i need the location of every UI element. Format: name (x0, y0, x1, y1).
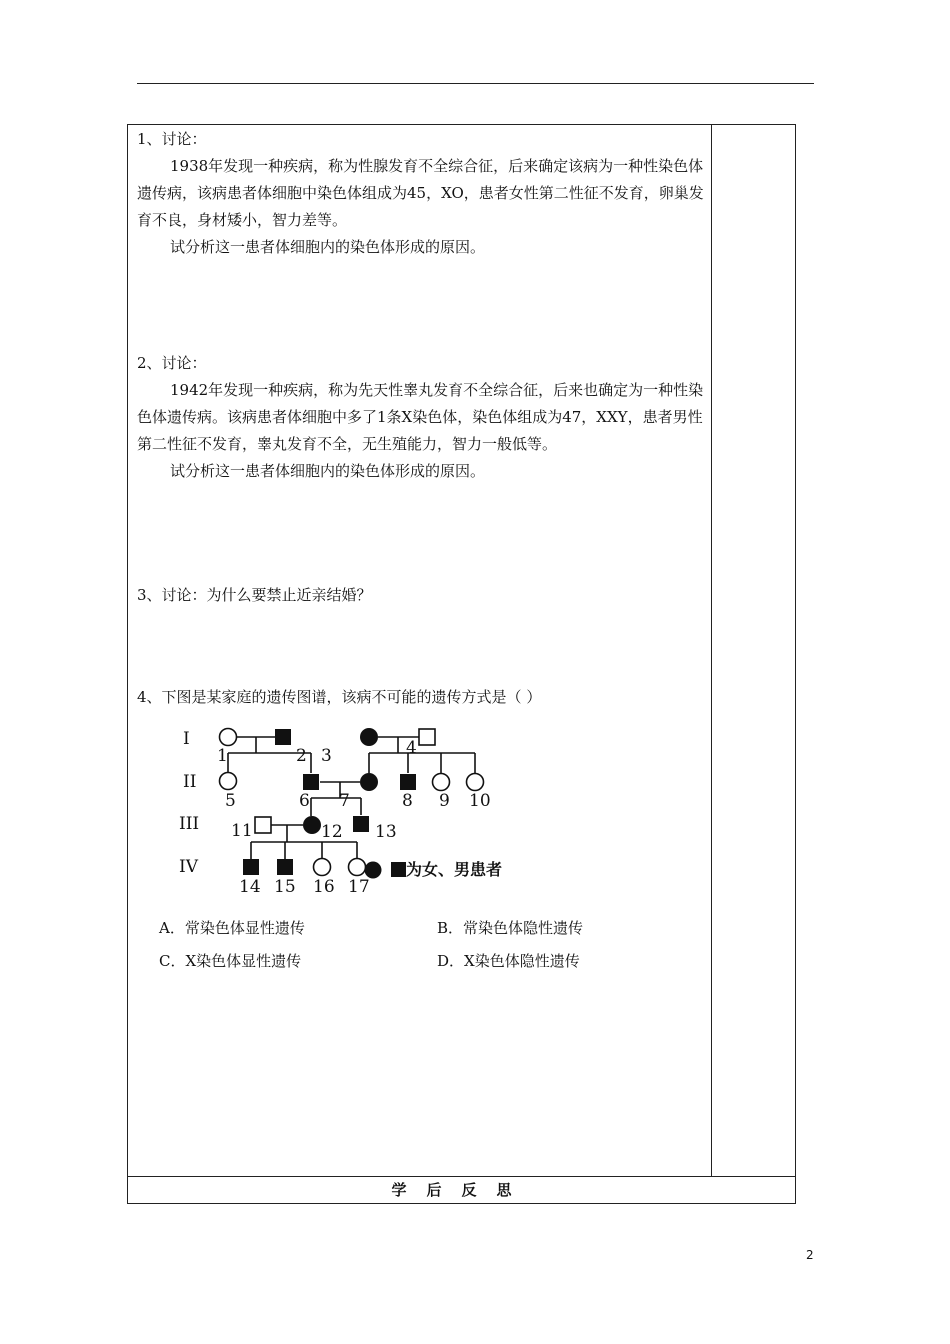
label-10: 10 (469, 791, 491, 811)
individual-6 (303, 774, 319, 790)
label-2: 2 (296, 746, 307, 766)
q2-body: 1942年发现一种疾病，称为先天性睾丸发育不全综合征，后来也确定为一种性染色体遗传病。该病患者体细胞中多了1条X染色体，染色体组成为47，XXY，患者男性第二性征不发育，睾丸发育不全，无生殖能力，智力一般低等。 (137, 381, 704, 453)
label-5: 5 (225, 791, 236, 811)
label-9: 9 (439, 791, 450, 811)
individual-10 (467, 774, 484, 791)
individual-8 (400, 774, 416, 790)
q3-title: 3、讨论：为什么要禁止近亲结婚？ (137, 586, 372, 604)
gen-label-i: I (183, 729, 190, 749)
option-d[interactable]: D．X染色体隐性遗传 (437, 952, 580, 970)
gen-label-iv: IV (179, 857, 198, 877)
gen-label-ii: II (183, 772, 197, 792)
individual-5 (220, 773, 237, 790)
label-6: 6 (299, 791, 310, 811)
option-c[interactable]: C．X染色体显性遗传 (159, 952, 302, 970)
individual-11 (255, 817, 271, 833)
individual-17 (349, 859, 366, 876)
worksheet-content (137, 126, 707, 978)
legend-label: 为女、男患者 (406, 860, 503, 879)
individual-9 (433, 774, 450, 791)
answer-options (137, 912, 707, 978)
legend-male-symbol (391, 862, 406, 877)
pedigree-chart (169, 719, 529, 894)
label-8: 8 (402, 791, 413, 811)
individual-7 (360, 773, 378, 791)
q4-title: 4、下图是某家庭的遗传图谱，该病不可能的遗传方式是（ ） (137, 688, 542, 706)
label-12: 12 (321, 822, 343, 842)
q1-title: 1、讨论： (137, 130, 207, 148)
individual-4 (419, 729, 435, 745)
label-15: 15 (274, 877, 296, 894)
table-column-divider (711, 124, 712, 1176)
option-a[interactable]: A．常染色体显性遗传 (159, 919, 305, 937)
page-number: 2 (806, 1248, 814, 1262)
label-1: 1 (217, 746, 228, 766)
q2-title: 2、讨论： (137, 354, 207, 372)
individual-12 (303, 816, 321, 834)
individual-14 (243, 859, 259, 875)
individual-3 (360, 728, 378, 746)
label-17: 17 (348, 877, 370, 894)
q1-prompt: 试分析这一患者体细胞内的染色体形成的原因。 (170, 238, 486, 256)
header-rule (137, 83, 814, 84)
option-b[interactable]: B．常染色体隐性遗传 (437, 919, 584, 937)
label-7: 7 (339, 791, 350, 811)
individual-1 (220, 729, 237, 746)
label-16: 16 (313, 877, 335, 894)
individual-13 (353, 816, 369, 832)
individual-15 (277, 859, 293, 875)
legend-female-symbol (365, 862, 382, 879)
q1-body: 1938年发现一种疾病，称为性腺发育不全综合征，后来确定该病为一种性染色体遗传病，该病患者体细胞中染色体组成为45，XO，患者女性第二性征不发育，卵巢发育不良，身材矮小，智力差等。 (137, 157, 704, 229)
label-13: 13 (375, 822, 397, 842)
label-3: 3 (321, 746, 332, 766)
label-14: 14 (239, 877, 261, 894)
q2-prompt: 试分析这一患者体细胞内的染色体形成的原因。 (170, 462, 486, 480)
reflection-heading: 学后反思 (391, 1181, 532, 1199)
individual-16 (314, 859, 331, 876)
label-4: 4 (406, 738, 417, 758)
individual-2 (275, 729, 291, 745)
gen-label-iii: III (179, 814, 200, 834)
label-11: 11 (231, 821, 253, 841)
